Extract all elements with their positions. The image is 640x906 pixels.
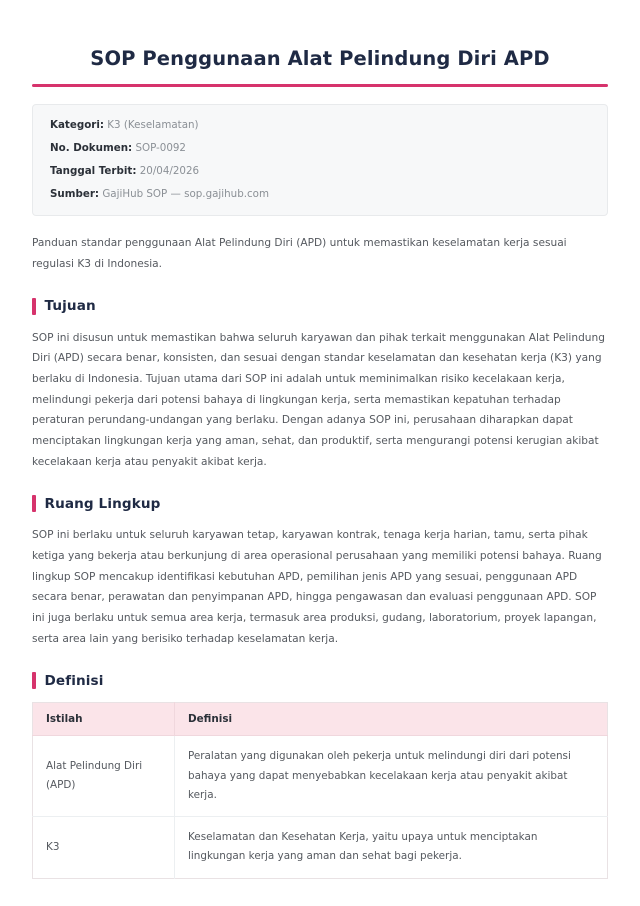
accent-bar-icon (32, 672, 36, 689)
metadata-row-tanggal-terbit (50, 165, 590, 179)
cell-definisi: Keselamatan dan Kesehatan Kerja, yaitu upaya untuk menciptakan lingkungan kerja yang aman dan sehat bagi pekerja. (188, 831, 538, 863)
section-title-tujuan: Tujuan (44, 298, 96, 315)
cell-istilah: Alat Pelindung Diri (APD) (33, 736, 175, 817)
cell-istilah: K3 (33, 817, 175, 879)
document-intro-paragraph: Panduan standar penggunaan Alat Pelindung Diri (APD) untuk memastikan keselamatan kerja sesuai regulasi K3 di Indonesia. (32, 237, 567, 271)
accent-bar-icon (32, 298, 36, 315)
accent-bar-icon (32, 495, 36, 512)
table-row (33, 736, 608, 817)
metadata-row-kategori (50, 119, 590, 133)
section-ruang-lingkup (32, 495, 608, 649)
document-metadata-box (32, 104, 608, 217)
metadata-label-no-dokumen: No. Dokumen: (50, 141, 133, 154)
section-body-ruang-lingkup: SOP ini berlaku untuk seluruh karyawan tetap, karyawan kontrak, tenaga kerja harian, tamu, serta pihak ketiga yang bekerja atau berkunjung di area operasional perusahaan yang memiliki potensi bahaya. Ruang lingkup SOP mencakup identifikasi kebutuhan APD, pemilihan jenis APD yang sesuai, penggunaan APD secara benar, perawatan dan penyimpanan APD, hingga pengawasan dan evaluasi penggunaan APD. SOP ini juga berlaku untuk semua area kerja, termasuk area produksi, gudang, laboratorium, proyek lapangan, serta area lain yang berisiko terhadap keselamatan kerja. (32, 529, 602, 645)
section-header-tujuan (32, 298, 608, 315)
metadata-value-kategori: K3 (Keselamatan) (107, 118, 199, 131)
section-title-ruang-lingkup: Ruang Lingkup (44, 495, 161, 512)
column-header-istilah: Istilah (33, 703, 175, 736)
metadata-value-sumber: GajiHub SOP — sop.gajihub.com (102, 187, 269, 200)
metadata-label-tanggal-terbit: Tanggal Terbit: (50, 164, 137, 177)
section-definisi (32, 672, 608, 878)
definitions-table-body (33, 736, 608, 878)
section-tujuan (32, 298, 608, 473)
title-underline-rule (32, 84, 608, 87)
table-header-row (33, 703, 608, 736)
metadata-row-sumber (50, 188, 590, 202)
section-header-ruang-lingkup (32, 495, 608, 512)
column-header-definisi: Definisi (175, 703, 608, 736)
section-header-definisi (32, 672, 608, 689)
metadata-row-no-dokumen (50, 142, 590, 156)
metadata-value-tanggal-terbit: 20/04/2026 (139, 164, 200, 177)
section-title-definisi: Definisi (44, 672, 104, 689)
metadata-value-no-dokumen: SOP-0092 (135, 141, 186, 154)
section-body-tujuan: SOP ini disusun untuk memastikan bahwa seluruh karyawan dan pihak terkait menggunakan Alat Pelindung Diri (APD) secara benar, konsisten, dan sesuai dengan standar keselamatan dan kesehatan kerja (K3) yang berlaku di Indonesia. Tujuan utama dari SOP ini adalah untuk meminimalkan risiko kecelakaan kerja, melindungi pekerja dari potensi bahaya di lingkungan kerja, serta memastikan kepatuhan terhadap peraturan perundang-undangan yang berlaku. Dengan adanya SOP ini, perusahaan diharapkan dapat menciptakan lingkungan kerja yang aman, sehat, dan produktif, serta mengurangi potensi kerugian akibat kecelakaan kerja atau penyakit akibat kerja. (32, 331, 605, 468)
cell-definisi: Peralatan yang digunakan oleh pekerja untuk melindungi diri dari potensi bahaya yang dapat menyebabkan kecelakaan kerja atau penyakit akibat kerja. (175, 736, 608, 817)
metadata-label-kategori: Kategori: (50, 118, 105, 131)
page-title: SOP Penggunaan Alat Pelindung Diri APD (90, 47, 550, 70)
definitions-table (32, 702, 608, 878)
table-row (33, 817, 608, 879)
metadata-label-sumber: Sumber: (50, 187, 100, 200)
definitions-table-header (33, 703, 608, 736)
